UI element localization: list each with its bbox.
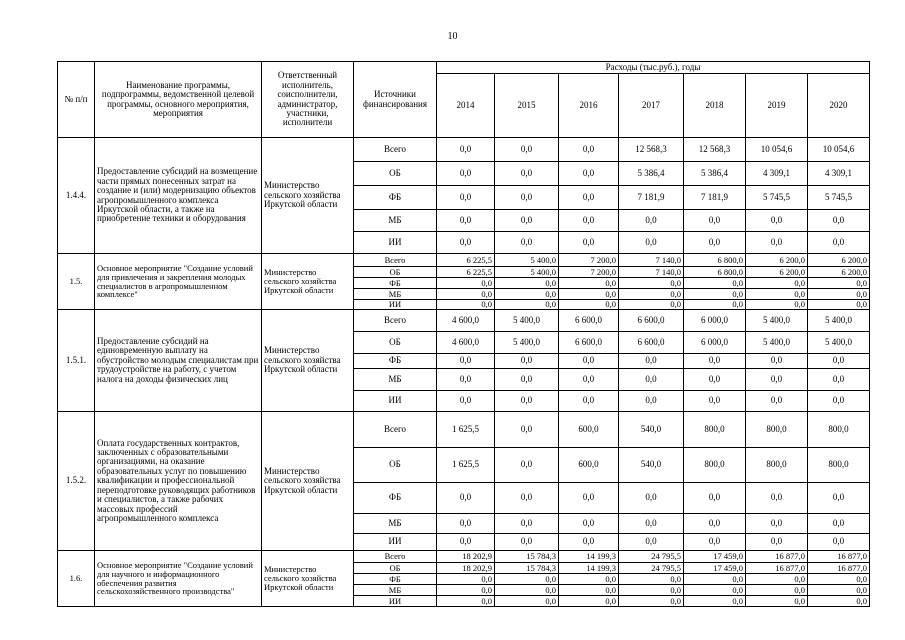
header-source: Источники финансирования xyxy=(354,62,437,138)
expense-value: 5 745,5 xyxy=(808,186,870,210)
header-year: 2018 xyxy=(684,74,746,138)
expense-value: 7 200,0 xyxy=(559,267,619,278)
expense-value: 7 140,0 xyxy=(619,254,684,267)
funding-source: Всего xyxy=(354,412,437,448)
expense-value: 0,0 xyxy=(559,483,619,514)
header-responsible: Ответственный исполнитель, соисполнители, администратор, участники, исполнители xyxy=(262,62,354,138)
funding-source: ОБ xyxy=(354,162,437,186)
expense-value: 5 400,0 xyxy=(746,310,808,332)
expense-value: 0,0 xyxy=(684,210,746,232)
expense-value: 0,0 xyxy=(746,354,808,369)
expense-value: 0,0 xyxy=(684,369,746,391)
expense-value: 0,0 xyxy=(495,585,559,596)
expense-value: 0,0 xyxy=(808,596,870,607)
expense-value: 0,0 xyxy=(495,138,559,162)
expense-value: 0,0 xyxy=(619,369,684,391)
expense-value: 14 199,3 xyxy=(559,551,619,563)
expense-value: 0,0 xyxy=(437,300,495,310)
expense-value: 6 200,0 xyxy=(746,254,808,267)
header-year: 2020 xyxy=(808,74,870,138)
item-number: 1.6. xyxy=(58,551,95,607)
expense-value: 0,0 xyxy=(684,514,746,534)
expense-value: 6 800,0 xyxy=(684,267,746,278)
item-responsible: Министерство сельского хозяйства Иркутской области xyxy=(262,310,354,412)
expense-value: 800,0 xyxy=(808,448,870,483)
expense-value: 6 200,0 xyxy=(808,267,870,278)
page-number: 10 xyxy=(447,31,458,42)
funding-source: ФБ xyxy=(354,354,437,369)
expense-value: 0,0 xyxy=(559,210,619,232)
expense-value: 0,0 xyxy=(559,514,619,534)
table-row xyxy=(58,138,870,162)
expense-value: 0,0 xyxy=(746,300,808,310)
expense-value: 0,0 xyxy=(559,369,619,391)
item-number: 1.5.1. xyxy=(58,310,95,412)
expense-value: 0,0 xyxy=(559,232,619,254)
table-row xyxy=(58,551,870,563)
expense-value: 5 400,0 xyxy=(495,267,559,278)
item-name: Основное мероприятие "Создание условий для научного и информационного обеспечения развития сельскохозяйственного производства" xyxy=(95,551,262,607)
item-name: Оплата государственных контрактов, заключенных с образовательными организациями, на оказание образовательных услуг по повышению квалификации и профессиональной переподготовке руководящих работников и специалистов, а также рабочих массовых профессий агропромышленного комплекса xyxy=(95,412,262,551)
funding-source: ФБ xyxy=(354,483,437,514)
expense-value: 0,0 xyxy=(495,534,559,551)
expense-value: 0,0 xyxy=(808,514,870,534)
expense-value: 0,0 xyxy=(495,210,559,232)
expense-value: 0,0 xyxy=(437,162,495,186)
expense-value: 0,0 xyxy=(495,483,559,514)
expense-value: 0,0 xyxy=(684,289,746,300)
expense-value: 10 054,6 xyxy=(746,138,808,162)
funding-source: ФБ xyxy=(354,574,437,585)
expense-value: 5 400,0 xyxy=(808,332,870,354)
expense-value: 5 400,0 xyxy=(746,332,808,354)
expense-value: 12 568,3 xyxy=(619,138,684,162)
expense-value: 4 309,1 xyxy=(808,162,870,186)
expense-value: 0,0 xyxy=(619,585,684,596)
expense-value: 0,0 xyxy=(559,574,619,585)
expense-value: 0,0 xyxy=(684,391,746,412)
expense-value: 0,0 xyxy=(559,596,619,607)
expense-value: 0,0 xyxy=(808,289,870,300)
funding-source: ОБ xyxy=(354,448,437,483)
expense-value: 0,0 xyxy=(495,574,559,585)
expense-value: 6 225,5 xyxy=(437,267,495,278)
expense-value: 0,0 xyxy=(808,483,870,514)
expense-value: 0,0 xyxy=(684,483,746,514)
expense-value: 0,0 xyxy=(559,138,619,162)
expense-value: 16 877,0 xyxy=(746,551,808,563)
expense-value: 0,0 xyxy=(437,354,495,369)
funding-source: ИИ xyxy=(354,300,437,310)
expense-value: 15 784,3 xyxy=(495,563,559,574)
expense-value: 7 200,0 xyxy=(559,254,619,267)
expense-value: 7 181,9 xyxy=(684,186,746,210)
expense-value: 0,0 xyxy=(559,354,619,369)
expense-value: 0,0 xyxy=(619,289,684,300)
expense-value: 0,0 xyxy=(746,585,808,596)
expense-value: 0,0 xyxy=(619,483,684,514)
item-number: 1.5.2. xyxy=(58,412,95,551)
expense-value: 0,0 xyxy=(495,354,559,369)
expense-value: 0,0 xyxy=(684,354,746,369)
expense-value: 540,0 xyxy=(619,448,684,483)
funding-source: ОБ xyxy=(354,563,437,574)
expense-value: 0,0 xyxy=(808,391,870,412)
expense-value: 0,0 xyxy=(746,514,808,534)
expense-value: 4 600,0 xyxy=(437,332,495,354)
expense-value: 0,0 xyxy=(495,300,559,310)
expense-value: 0,0 xyxy=(495,289,559,300)
expense-value: 10 054,6 xyxy=(808,138,870,162)
expense-value: 5 400,0 xyxy=(495,254,559,267)
expense-value: 16 877,0 xyxy=(808,551,870,563)
expense-value: 0,0 xyxy=(746,210,808,232)
expense-value: 0,0 xyxy=(437,210,495,232)
expense-value: 0,0 xyxy=(495,412,559,448)
funding-source: ФБ xyxy=(354,186,437,210)
expense-value: 0,0 xyxy=(746,278,808,289)
funding-source: МБ xyxy=(354,585,437,596)
header-year: 2015 xyxy=(495,74,559,138)
funding-source: ОБ xyxy=(354,267,437,278)
expense-value: 0,0 xyxy=(619,514,684,534)
expense-value: 0,0 xyxy=(746,289,808,300)
expense-value: 0,0 xyxy=(559,278,619,289)
expense-value: 0,0 xyxy=(684,232,746,254)
table-row xyxy=(58,254,870,267)
header-num: № п/п xyxy=(58,62,95,138)
expense-value: 5 386,4 xyxy=(619,162,684,186)
header-year: 2016 xyxy=(559,74,619,138)
item-number: 1.4.4. xyxy=(58,138,95,254)
expense-value: 0,0 xyxy=(437,514,495,534)
expense-value: 6 200,0 xyxy=(746,267,808,278)
expense-value: 0,0 xyxy=(437,596,495,607)
expense-value: 17 459,0 xyxy=(684,563,746,574)
expense-value: 0,0 xyxy=(808,278,870,289)
expense-value: 0,0 xyxy=(559,186,619,210)
expense-value: 0,0 xyxy=(559,289,619,300)
funding-source: МБ xyxy=(354,514,437,534)
funding-source: ИИ xyxy=(354,596,437,607)
expense-value: 6 600,0 xyxy=(619,310,684,332)
expense-value: 0,0 xyxy=(559,162,619,186)
expense-value: 1 625,5 xyxy=(437,412,495,448)
expense-value: 0,0 xyxy=(437,232,495,254)
expense-value: 0,0 xyxy=(746,391,808,412)
funding-source: ИИ xyxy=(354,232,437,254)
expense-value: 0,0 xyxy=(437,289,495,300)
expense-value: 6 000,0 xyxy=(684,310,746,332)
expense-value: 0,0 xyxy=(808,369,870,391)
expense-value: 0,0 xyxy=(746,232,808,254)
funding-source: ИИ xyxy=(354,534,437,551)
expense-value: 0,0 xyxy=(746,483,808,514)
expense-value: 0,0 xyxy=(619,574,684,585)
expense-value: 0,0 xyxy=(684,596,746,607)
expense-value: 0,0 xyxy=(619,596,684,607)
expense-value: 0,0 xyxy=(437,574,495,585)
expense-value: 0,0 xyxy=(684,585,746,596)
expense-value: 7 140,0 xyxy=(619,267,684,278)
expense-value: 0,0 xyxy=(495,278,559,289)
expense-value: 0,0 xyxy=(437,278,495,289)
header-expenses: Расходы (тыс.руб.), годы xyxy=(437,62,870,74)
expense-value: 0,0 xyxy=(437,585,495,596)
header-year: 2014 xyxy=(437,74,495,138)
expense-value: 6 600,0 xyxy=(559,332,619,354)
expense-value: 800,0 xyxy=(808,412,870,448)
expense-value: 0,0 xyxy=(619,300,684,310)
expense-value: 0,0 xyxy=(619,232,684,254)
expense-value: 0,0 xyxy=(495,186,559,210)
expense-value: 800,0 xyxy=(684,448,746,483)
expense-value: 1 625,5 xyxy=(437,448,495,483)
expense-value: 600,0 xyxy=(559,412,619,448)
expense-value: 0,0 xyxy=(495,369,559,391)
expense-value: 4 600,0 xyxy=(437,310,495,332)
expense-value: 540,0 xyxy=(619,412,684,448)
expense-value: 0,0 xyxy=(619,278,684,289)
expense-value: 0,0 xyxy=(619,391,684,412)
expense-value: 0,0 xyxy=(437,369,495,391)
expense-value: 6 000,0 xyxy=(684,332,746,354)
item-name: Предоставление субсидий на единовременную выплату на обустройство молодым специалистам при трудоустройстве на работу, с учетом налога на доходы физических лиц xyxy=(95,310,262,412)
item-name: Основное мероприятие "Создание условий для привлечения и закрепления молодых специалистов в агропромышленном комплексе" xyxy=(95,254,262,310)
expense-value: 0,0 xyxy=(559,391,619,412)
expense-value: 14 199,3 xyxy=(559,563,619,574)
item-responsible: Министерство сельского хозяйства Иркутской области xyxy=(262,551,354,607)
funding-source: Всего xyxy=(354,138,437,162)
table-row xyxy=(58,310,870,332)
expense-value: 12 568,3 xyxy=(684,138,746,162)
expense-value: 0,0 xyxy=(495,232,559,254)
table-header xyxy=(58,62,870,138)
expense-value: 18 202,9 xyxy=(437,551,495,563)
expense-value: 18 202,9 xyxy=(437,563,495,574)
expense-value: 0,0 xyxy=(559,534,619,551)
expense-value: 0,0 xyxy=(808,232,870,254)
funding-source: ОБ xyxy=(354,332,437,354)
header-year: 2017 xyxy=(619,74,684,138)
expense-value: 24 795,5 xyxy=(619,563,684,574)
expense-value: 0,0 xyxy=(559,585,619,596)
header-name: Наименование программы, подпрограммы, ведомственной целевой программы, основного мероприятия, мероприятия xyxy=(95,62,262,138)
funding-source: Всего xyxy=(354,310,437,332)
expense-value: 6 800,0 xyxy=(684,254,746,267)
expense-value: 5 400,0 xyxy=(495,310,559,332)
expense-value: 16 877,0 xyxy=(746,563,808,574)
expense-value: 800,0 xyxy=(746,448,808,483)
expense-value: 0,0 xyxy=(619,354,684,369)
expense-value: 0,0 xyxy=(808,574,870,585)
expense-value: 800,0 xyxy=(684,412,746,448)
budget-table xyxy=(57,61,870,607)
expense-value: 0,0 xyxy=(495,391,559,412)
expense-value: 6 225,5 xyxy=(437,254,495,267)
funding-source: МБ xyxy=(354,289,437,300)
expense-value: 0,0 xyxy=(437,483,495,514)
expense-value: 4 309,1 xyxy=(746,162,808,186)
expense-value: 6 600,0 xyxy=(559,310,619,332)
expense-value: 5 400,0 xyxy=(495,332,559,354)
expense-value: 0,0 xyxy=(808,210,870,232)
funding-source: ИИ xyxy=(354,391,437,412)
expense-value: 0,0 xyxy=(746,574,808,585)
item-number: 1.5. xyxy=(58,254,95,310)
table-body xyxy=(58,138,870,607)
expense-value: 5 400,0 xyxy=(808,310,870,332)
expense-value: 5 386,4 xyxy=(684,162,746,186)
expense-value: 800,0 xyxy=(746,412,808,448)
expense-value: 0,0 xyxy=(808,585,870,596)
expense-value: 0,0 xyxy=(808,534,870,551)
expense-value: 600,0 xyxy=(559,448,619,483)
item-responsible: Министерство сельского хозяйства Иркутской области xyxy=(262,412,354,551)
expense-value: 17 459,0 xyxy=(684,551,746,563)
expense-value: 0,0 xyxy=(619,534,684,551)
expense-value: 0,0 xyxy=(619,210,684,232)
funding-source: ФБ xyxy=(354,278,437,289)
expense-value: 16 877,0 xyxy=(808,563,870,574)
funding-source: Всего xyxy=(354,551,437,563)
funding-source: МБ xyxy=(354,210,437,232)
expense-value: 24 795,5 xyxy=(619,551,684,563)
funding-source: Всего xyxy=(354,254,437,267)
expense-value: 0,0 xyxy=(437,186,495,210)
expense-value: 0,0 xyxy=(684,574,746,585)
expense-value: 0,0 xyxy=(684,534,746,551)
expense-value: 0,0 xyxy=(746,534,808,551)
expense-value: 5 745,5 xyxy=(746,186,808,210)
expense-value: 0,0 xyxy=(437,138,495,162)
expense-value: 6 200,0 xyxy=(808,254,870,267)
expense-value: 0,0 xyxy=(808,354,870,369)
expense-value: 0,0 xyxy=(746,596,808,607)
expense-value: 0,0 xyxy=(495,596,559,607)
funding-source: МБ xyxy=(354,369,437,391)
item-name: Предоставление субсидий на возмещение части прямых понесенных затрат на создание и (или) модернизацию объектов агропромышленного комплекса Иркутской области, а также на приобретение техники и оборудования xyxy=(95,138,262,254)
item-responsible: Министерство сельского хозяйства Иркутской области xyxy=(262,138,354,254)
expense-value: 0,0 xyxy=(746,369,808,391)
expense-value: 7 181,9 xyxy=(619,186,684,210)
expense-value: 0,0 xyxy=(684,278,746,289)
item-responsible: Министерство сельского хозяйства Иркутской области xyxy=(262,254,354,310)
expense-value: 0,0 xyxy=(808,300,870,310)
expense-value: 0,0 xyxy=(437,534,495,551)
expense-value: 0,0 xyxy=(437,391,495,412)
expense-value: 0,0 xyxy=(495,514,559,534)
expense-value: 0,0 xyxy=(495,162,559,186)
expense-value: 15 784,3 xyxy=(495,551,559,563)
header-year: 2019 xyxy=(746,74,808,138)
expense-value: 6 600,0 xyxy=(619,332,684,354)
expense-value: 0,0 xyxy=(559,300,619,310)
expense-value: 0,0 xyxy=(684,300,746,310)
expense-value: 0,0 xyxy=(495,448,559,483)
table-row xyxy=(58,412,870,448)
